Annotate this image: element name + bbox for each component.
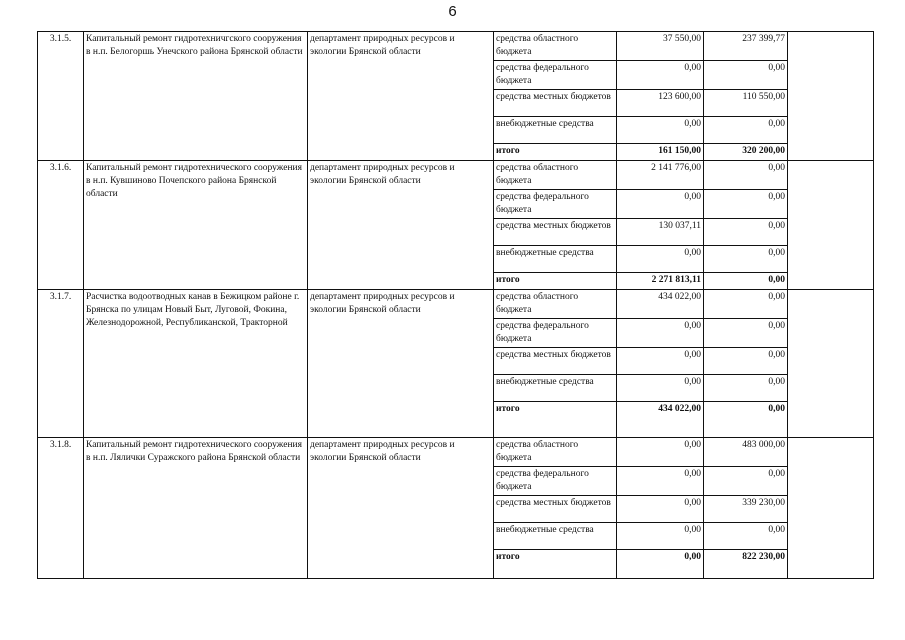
empty-cell	[788, 438, 874, 579]
value-1: 0,00	[617, 190, 704, 219]
value-1: 130 037,11	[617, 219, 704, 246]
funding-source: итого	[494, 550, 617, 579]
funding-source: средства областного бюджета	[494, 290, 617, 319]
value-1: 0,00	[617, 319, 704, 348]
funding-source: средства местных бюджетов	[494, 219, 617, 246]
value-2: 0,00	[704, 246, 788, 273]
funding-source: средства федерального бюджета	[494, 319, 617, 348]
section-number: 3.1.8.	[38, 438, 84, 579]
funding-source: итого	[494, 402, 617, 438]
value-2: 0,00	[704, 402, 788, 438]
funding-source: внебюджетные средства	[494, 246, 617, 273]
value-2: 339 230,00	[704, 496, 788, 523]
funding-source: средства местных бюджетов	[494, 496, 617, 523]
value-2: 110 550,00	[704, 90, 788, 117]
budget-table	[37, 31, 874, 579]
funding-source: средства федерального бюджета	[494, 61, 617, 90]
funding-source: средства федерального бюджета	[494, 467, 617, 496]
section-number: 3.1.6.	[38, 161, 84, 290]
funding-source: средства местных бюджетов	[494, 348, 617, 375]
table-row	[38, 161, 874, 190]
section-executor: департамент природных ресурсов и экологии Брянской области	[308, 161, 494, 290]
funding-source: внебюджетные средства	[494, 523, 617, 550]
funding-source: внебюджетные средства	[494, 375, 617, 402]
value-1: 0,00	[617, 348, 704, 375]
value-2: 483 000,00	[704, 438, 788, 467]
value-1: 0,00	[617, 117, 704, 144]
value-1: 2 271 813,11	[617, 273, 704, 290]
funding-source: итого	[494, 273, 617, 290]
value-1: 0,00	[617, 496, 704, 523]
table-row	[38, 32, 874, 61]
section-number: 3.1.7.	[38, 290, 84, 438]
section-executor: департамент природных ресурсов и экологии Брянской области	[308, 438, 494, 579]
value-2: 0,00	[704, 348, 788, 375]
value-1: 37 550,00	[617, 32, 704, 61]
value-1: 123 600,00	[617, 90, 704, 117]
value-1: 161 150,00	[617, 144, 704, 161]
section-executor: департамент природных ресурсов и экологии Брянской области	[308, 290, 494, 438]
empty-cell	[788, 161, 874, 290]
funding-source: внебюджетные средства	[494, 117, 617, 144]
section-number: 3.1.5.	[38, 32, 84, 161]
value-2: 0,00	[704, 161, 788, 190]
table-row	[38, 290, 874, 319]
value-2: 0,00	[704, 219, 788, 246]
value-2: 320 200,00	[704, 144, 788, 161]
value-2: 0,00	[704, 319, 788, 348]
empty-cell	[788, 290, 874, 438]
section-name: Капитальный ремонт гидротехничгского сооружения в н.п. Белогоршь Унечского района Брянской области	[84, 32, 308, 161]
value-2: 0,00	[704, 523, 788, 550]
value-2: 237 399,77	[704, 32, 788, 61]
value-1: 0,00	[617, 467, 704, 496]
value-2: 0,00	[704, 190, 788, 219]
value-2: 0,00	[704, 290, 788, 319]
value-1: 434 022,00	[617, 290, 704, 319]
value-1: 434 022,00	[617, 402, 704, 438]
value-2: 822 230,00	[704, 550, 788, 579]
value-1: 0,00	[617, 61, 704, 90]
value-2: 0,00	[704, 117, 788, 144]
value-1: 0,00	[617, 375, 704, 402]
value-1: 2 141 776,00	[617, 161, 704, 190]
funding-source: средства федерального бюджета	[494, 190, 617, 219]
section-name: Капитальный ремонт гидротехнического сооружения в н.п. Лялички Суражского района Брянской области	[84, 438, 308, 579]
value-1: 0,00	[617, 438, 704, 467]
value-1: 0,00	[617, 246, 704, 273]
section-executor: департамент природных ресурсов и экологии Брянской области	[308, 32, 494, 161]
funding-source: средства областного бюджета	[494, 438, 617, 467]
funding-source: средства областного бюджета	[494, 161, 617, 190]
value-2: 0,00	[704, 273, 788, 290]
empty-cell	[788, 32, 874, 161]
value-2: 0,00	[704, 375, 788, 402]
value-2: 0,00	[704, 467, 788, 496]
table-row	[38, 438, 874, 467]
value-2: 0,00	[704, 61, 788, 90]
funding-source: итого	[494, 144, 617, 161]
value-1: 0,00	[617, 550, 704, 579]
section-name: Расчистка водоотводных канав в Бежицком районе г. Брянска по улицам Новый Быт, Луговой, Фокина, Железнодорожной, Республиканской, Тракторной	[84, 290, 308, 438]
funding-source: средства местных бюджетов	[494, 90, 617, 117]
section-name: Капитальный ремонт гидротехнического сооружения в н.п. Кувшиново Почепского района Брянской области	[84, 161, 308, 290]
funding-source: средства областного бюджета	[494, 32, 617, 61]
page-number: 6	[448, 3, 457, 20]
value-1: 0,00	[617, 523, 704, 550]
